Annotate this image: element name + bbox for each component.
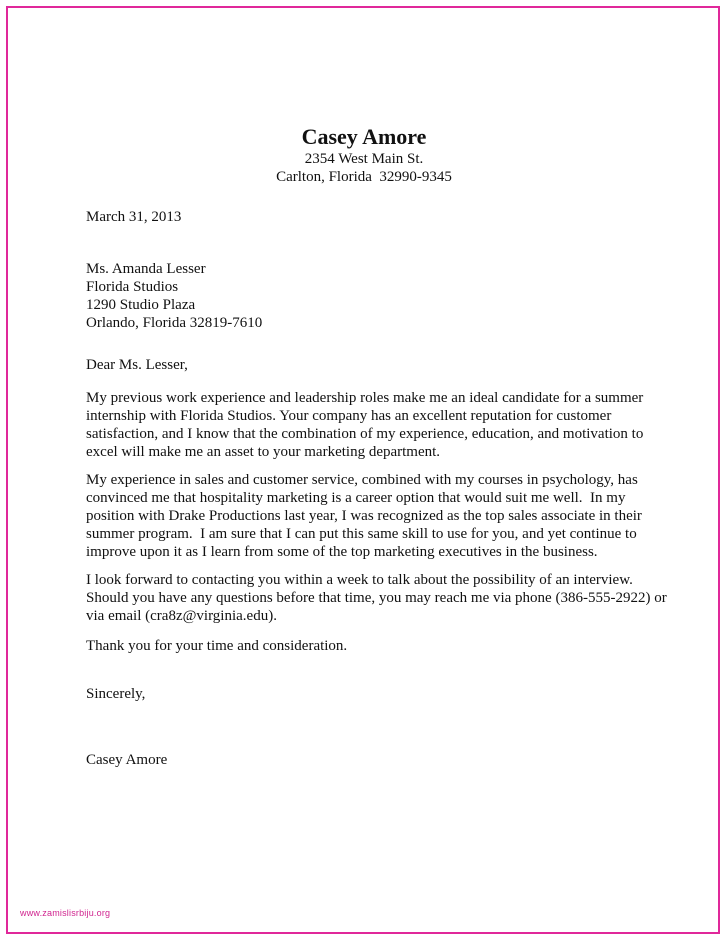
paragraph-line: excel will make me an asset to your marketing department. [86, 444, 441, 460]
letterhead [0, 124, 728, 186]
paragraph-line: position with Drake Productions last year, I was recognized as the top sales associate in their [86, 508, 642, 524]
salutation: Dear Ms. Lesser, [86, 357, 188, 373]
sender-address-line1: 2354 West Main St. [304, 151, 424, 167]
recipient-street: 1290 Studio Plaza [86, 297, 196, 313]
recipient-company: Florida Studios [86, 279, 179, 295]
signature-name: Casey Amore [86, 752, 168, 768]
recipient-city: Orlando, Florida 32819-7610 [86, 315, 263, 331]
paragraph-3 [86, 571, 667, 625]
paragraph-line: Should you have any questions before that time, you may reach me via phone (386-555-2922) or [86, 590, 667, 606]
recipient-block [86, 260, 646, 332]
watermark-url: www.zamislisrbiju.org [20, 908, 111, 918]
paragraph-line: convinced me that hospitality marketing is a career option that would suit me well. In my [86, 490, 626, 506]
sender-address-line2: Carlton, Florida 32990-9345 [276, 169, 452, 185]
paragraph-line: My experience in sales and customer service, combined with my courses in psychology, has [86, 472, 638, 488]
paragraph-2 [86, 471, 646, 561]
paragraph-line: summer program. I am sure that I can put this same skill to use for you, and yet continue to [86, 526, 637, 542]
paragraph-line: My previous work experience and leadership roles make me an ideal candidate for a summer [86, 390, 644, 406]
paragraph-line: via email (cra8z@virginia.edu). [86, 608, 277, 624]
paragraph-line: internship with Florida Studios. Your company has an excellent reputation for customer [86, 408, 612, 424]
paragraph-line: I look forward to contacting you within a week to talk about the possibility of an interview. [86, 572, 633, 588]
paragraph-4 [86, 637, 646, 655]
sender-name: Casey Amore [301, 124, 427, 149]
paragraph-line: satisfaction, and I know that the combination of my experience, education, and motivation to [86, 426, 644, 442]
recipient-name: Ms. Amanda Lesser [86, 261, 206, 277]
paragraph-1 [86, 389, 646, 461]
paragraph-line: Thank you for your time and consideration. [86, 638, 348, 654]
letter-date: March 31, 2013 [86, 209, 182, 225]
paragraph-line: improve upon it as I learn from some of the top marketing executives in the business. [86, 544, 598, 560]
closing: Sincerely, [86, 686, 146, 702]
